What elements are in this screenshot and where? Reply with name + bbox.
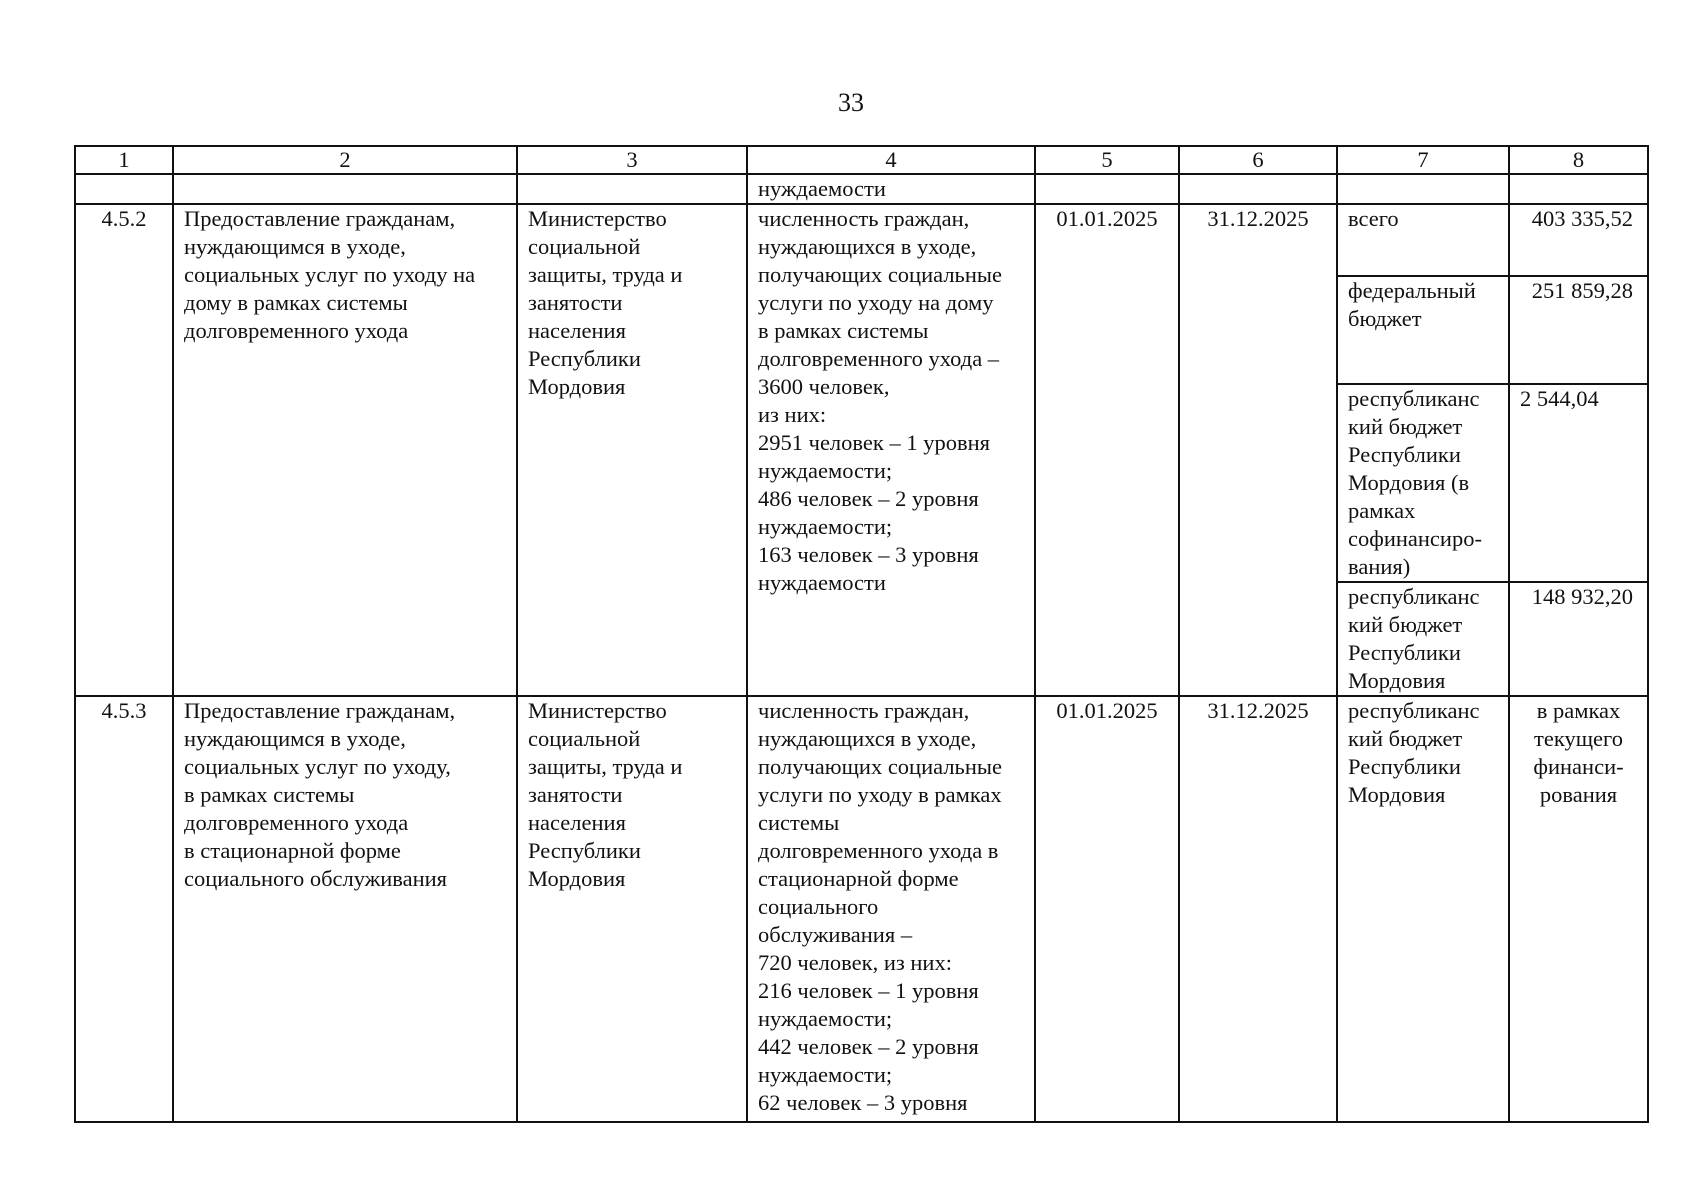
funding-amount: 2 544,04: [1509, 384, 1648, 582]
column-number: 3: [517, 146, 747, 174]
indicator: численность граждан, нуждающихся в уходе, получающих социальные услуги по уходу в рамках системы долговременного ухода в стационарной форме социального обслуживания – 720 человек, из них: 216 человек – 1 уровня нуждаемости; 442 человек – 2 уровня нуждаемости; 62 человек – 3 уровня: [747, 696, 1035, 1122]
funding-source: республиканс кий бюджет Республики Мордовия: [1337, 582, 1509, 696]
measure-title: Предоставление гражданам, нуждающимся в уходе, социальных услуг по уходу, в рамках системы долговременного ухода в стационарной форме социального обслуживания: [173, 696, 517, 1122]
executor: Министерство социальной защиты, труда и занятости населения Республики Мордовия: [517, 696, 747, 1122]
end-date: 31.12.2025: [1179, 696, 1337, 1122]
column-number: 5: [1035, 146, 1179, 174]
funding-source: республиканс кий бюджет Республики Мордовия: [1337, 696, 1509, 1122]
start-date: 01.01.2025: [1035, 696, 1179, 1122]
funding-amount: 251 859,28: [1509, 276, 1648, 384]
funding-source: республиканс кий бюджет Республики Мордовия (в рамках софинансиро- вания): [1337, 384, 1509, 582]
column-numbers-row: [75, 146, 1648, 174]
column-number: 6: [1179, 146, 1337, 174]
indicator: численность граждан, нуждающихся в уходе, получающих социальные услуги по уходу на дому в рамках системы долговременного ухода – 3600 человек, из них: 2951 человек – 1 уровня нуждаемости; 486 человек – 2 уровня нуждаемости; 163 человек – 3 уровня нуждаемости: [747, 204, 1035, 696]
funding-amount: в рамках текущего финанси- рования: [1509, 696, 1648, 1122]
funding-amount: 148 932,20: [1509, 582, 1648, 696]
funding-source: всего: [1337, 204, 1509, 276]
table-row: [75, 696, 1648, 1122]
page-number: 33: [838, 88, 864, 117]
continuation-text: нуждаемости: [747, 174, 1035, 204]
program-table: [74, 145, 1649, 1123]
row-id: 4.5.3: [75, 696, 173, 1122]
start-date: 01.01.2025: [1035, 204, 1179, 696]
table-row: [75, 204, 1648, 276]
measure-title: Предоставление гражданам, нуждающимся в уходе, социальных услуг по уходу на дому в рамках системы долговременного ухода: [173, 204, 517, 696]
column-number: 2: [173, 146, 517, 174]
column-number: 4: [747, 146, 1035, 174]
row-id: 4.5.2: [75, 204, 173, 696]
funding-amount: 403 335,52: [1509, 204, 1648, 276]
column-number: 8: [1509, 146, 1648, 174]
end-date: 31.12.2025: [1179, 204, 1337, 696]
funding-source: федеральный бюджет: [1337, 276, 1509, 384]
executor: Министерство социальной защиты, труда и занятости населения Республики Мордовия: [517, 204, 747, 696]
column-number: 7: [1337, 146, 1509, 174]
column-number: 1: [75, 146, 173, 174]
continuation-row: [75, 174, 1648, 204]
